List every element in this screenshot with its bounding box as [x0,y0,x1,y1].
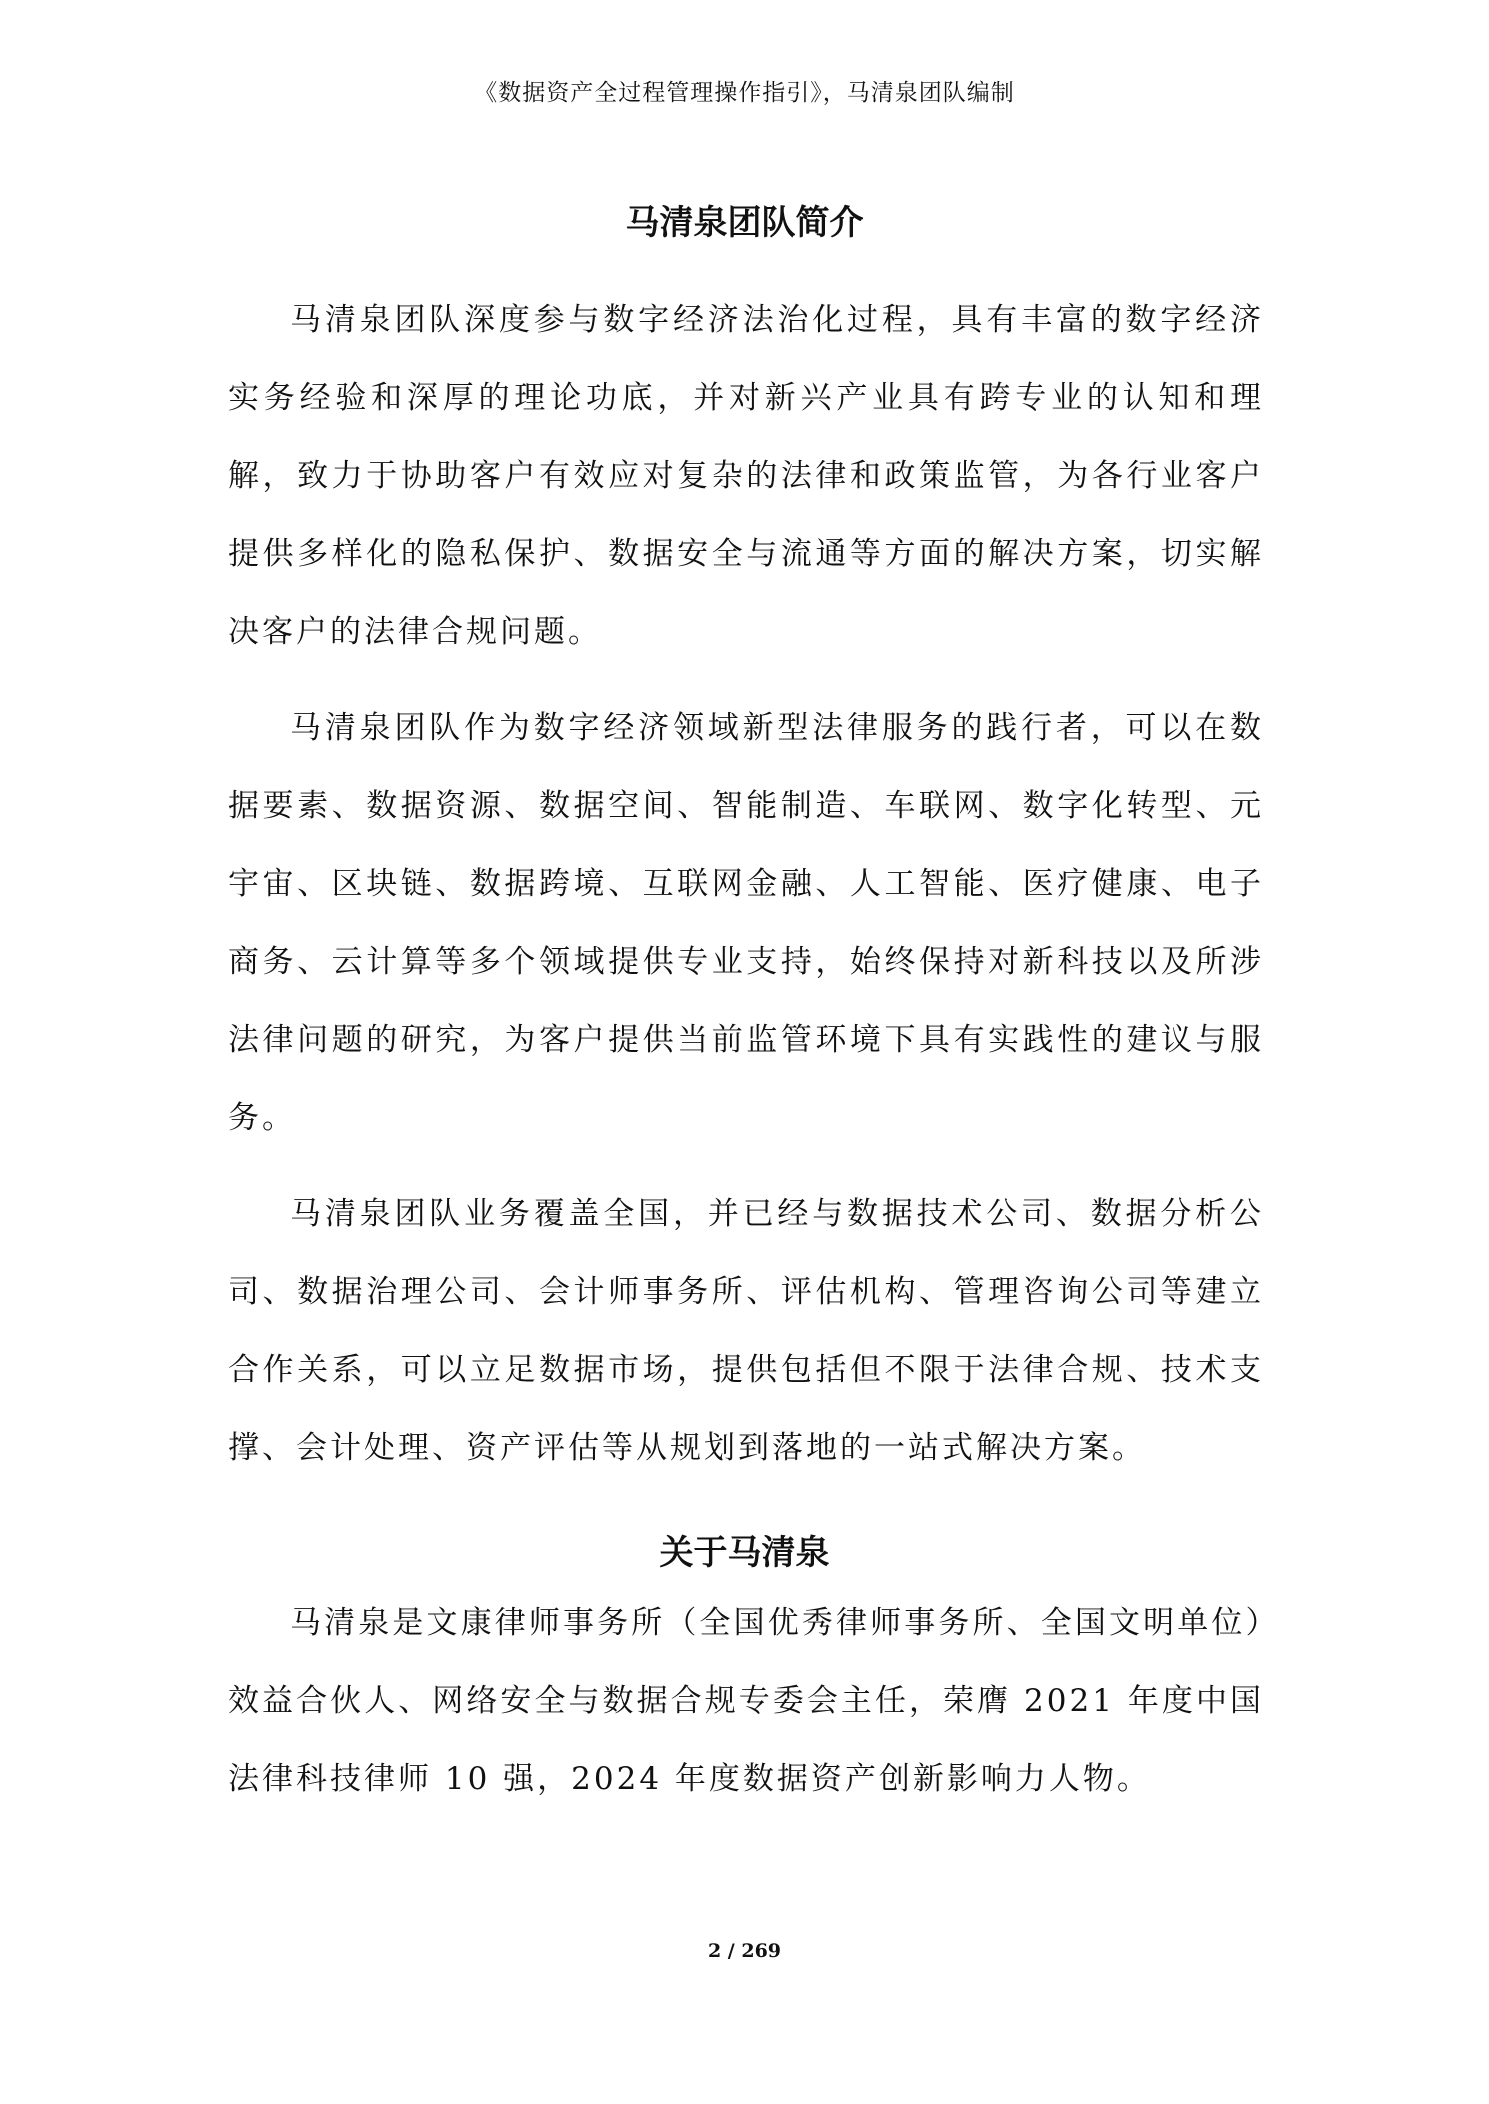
paragraph-team-overview: 马清泉团队深度参与数字经济法治化过程，具有丰富的数字经济实务经验和深厚的理论功底，并对新兴产业具有跨专业的认知和理解，致力于协助客户有效应对复杂的法律和政策监管，为各行业客户提供多样化的隐私保护、数据安全与流通等方面的解决方案，切实解决客户的法律合规问题。 [228,302,1264,650]
paragraph-team-partnerships: 马清泉团队业务覆盖全国，并已经与数据技术公司、数据分析公司、数据治理公司、会计师事务所、评估机构、管理咨询公司等建立合作关系，可以立足数据市场，提供包括但不限于法律合规、技术支撑、会计处理、资产评估等从规划到落地的一站式解决方案。 [228,1196,1264,1466]
paragraph-team-practice-areas: 马清泉团队作为数字经济领域新型法律服务的践行者，可以在数据要素、数据资源、数据空间、智能制造、车联网、数字化转型、元宇宙、区块链、数据跨境、互联网金融、人工智能、医疗健康、电子商务、云计算等多个领域提供专业支持，始终保持对新科技以及所涉法律问题的研究，为客户提供当前监管环境下具有实践性的建议与服务。 [228,710,1264,1136]
running-header: 《数据资产全过程管理操作指引》，马清泉团队编制 [474,80,1015,106]
section-title-about: 关于马清泉 [659,1533,830,1573]
page-number: 2 / 269 [707,1940,782,1962]
paragraph-about-ma-qingquan: 马清泉是文康律师事务所（全国优秀律师事务所、全国文明单位）效益合伙人、网络安全与数据合规专委会主任，荣膺 2021 年度中国法律科技律师 10 强，2024 年度数据资产创新影响力人物。 [228,1605,1264,1797]
section-title-team-intro: 马清泉团队简介 [625,203,864,243]
